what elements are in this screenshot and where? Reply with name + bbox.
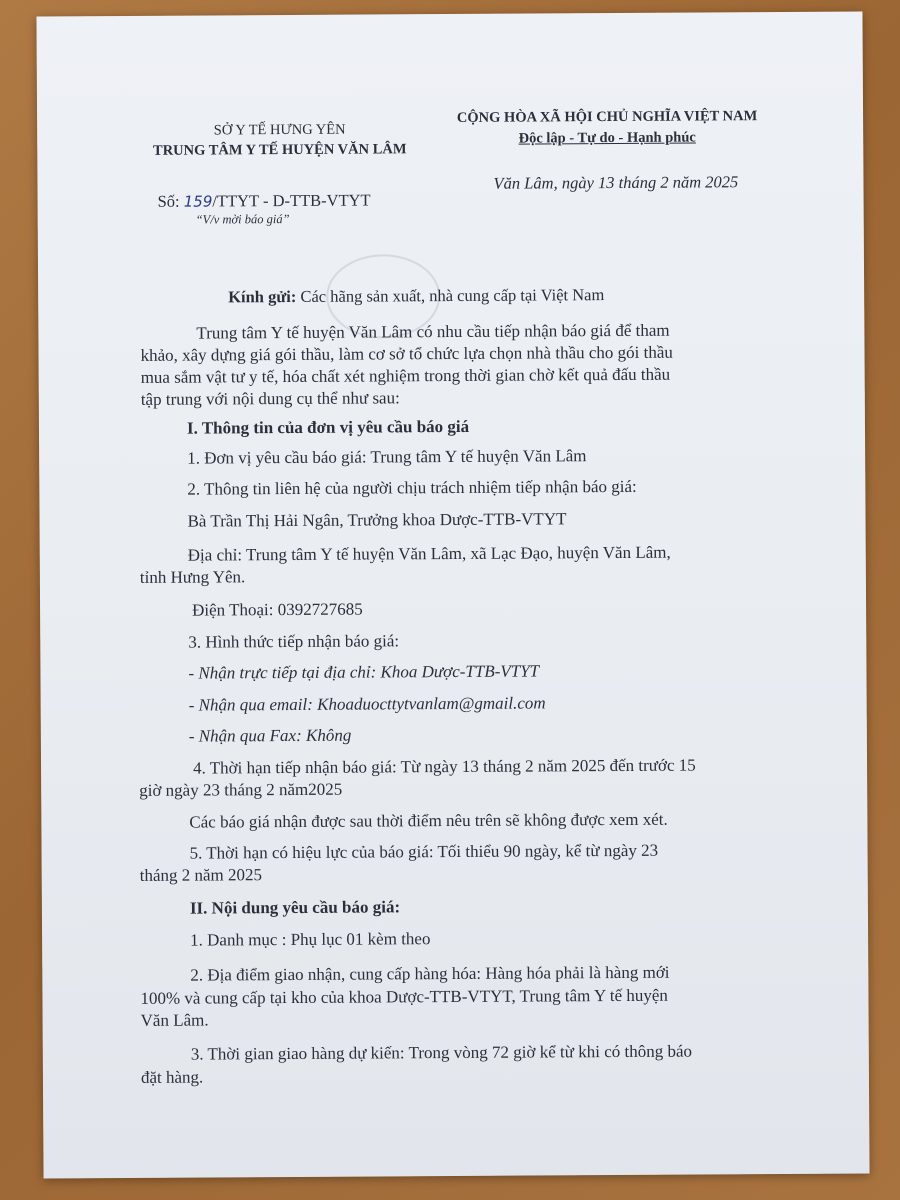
section-1-item-4-line-2: giờ ngày 23 tháng 2 năm2025 (139, 779, 343, 800)
section-1-item-5-line-1: 5. Thời hạn có hiệu lực của báo giá: Tối thiểu 90 ngày, kể từ ngày 23 (189, 840, 659, 863)
address-line-1: Địa chỉ: Trung tâm Y tế huyện Văn Lâm, xã Lạc Đạo, huyện Văn Lâm, (187, 542, 671, 565)
method-fax: - Nhận qua Fax: Không (188, 725, 352, 746)
national-motto-text: Độc lập - Tự do - Hạnh phúc (518, 129, 696, 147)
method-email: - Nhận qua email: Khoaduocttytvanlam@gmail.com (188, 693, 546, 715)
contact-person: Bà Trần Thị Hải Ngân, Trưởng khoa Dược-TTB-VTYT (187, 509, 567, 531)
recipient-label: Kính gửi: (228, 286, 297, 307)
address-line-2: tỉnh Hưng Yên. (139, 567, 246, 587)
document-number (158, 190, 371, 211)
section-2-item-2-line-2: 100% và cung cấp tại kho của khoa Dược-TTB-VTYT, Trung tâm Y tế huyện (140, 985, 668, 1008)
section-1-item-1: 1. Đơn vị yêu cầu báo giá: Trung tâm Y tế huyện Văn Lâm (187, 446, 587, 468)
doc-number-handwritten: 159 (183, 192, 213, 211)
section-2-item-3-line-2: đặt hàng. (140, 1067, 204, 1087)
contact-phone: Điện Thoại: 0392727685 (192, 599, 363, 620)
section-1-title: I. Thông tin của đơn vị yêu cầu báo giá (186, 416, 470, 438)
section-2-title: II. Nội dung yêu cầu báo giá: (189, 897, 401, 918)
section-1-item-3: 3. Hình thức tiếp nhận báo giá: (188, 631, 400, 652)
doc-number-prefix: Số: (157, 191, 184, 211)
place-date: Văn Lâm, ngày 13 tháng 2 năm 2025 (493, 172, 739, 193)
late-quote-note: Các báo giá nhận được sau thời điểm nêu trên sẽ không được xem xét. (189, 809, 668, 832)
method-direct: - Nhận trực tiếp tại địa chỉ: Khoa Dược-TTB-VTYT (188, 661, 540, 683)
doc-number-suffix: /TTYT - D-TTB-VTYT (212, 190, 371, 211)
section-2-item-2-line-1: 2. Địa điểm giao nhận, cung cấp hàng hóa: Hàng hóa phải là hàng mới (190, 962, 670, 985)
recipient-text: Các hãng sản xuất, nhà cung cấp tại Việt Nam (296, 285, 605, 306)
document-page (36, 11, 869, 1178)
section-2-item-2-line-3: Văn Lâm. (140, 1010, 209, 1030)
national-motto (437, 129, 777, 148)
national-title: CỘNG HÒA XÃ HỘI CHỦ NGHĨA VIỆT NAM (456, 108, 758, 126)
issuer-organization: TRUNG TÂM Y TẾ HUYỆN VĂN LÂM (152, 141, 407, 159)
section-1-item-2: 2. Thông tin liên hệ của người chịu trách nhiệm tiếp nhận báo giá: (187, 476, 637, 499)
section-2-item-3-line-1: 3. Thời gian giao hàng dự kiến: Trong vòng 72 giờ kể từ khi có thông báo (190, 1041, 693, 1064)
section-1-item-4-line-1: 4. Thời hạn tiếp nhận báo giá: Từ ngày 13 tháng 2 năm 2025 đến trước 15 (192, 755, 696, 778)
intro-line-1: Trung tâm Y tế huyện Văn Lâm có nhu cầu tiếp nhận báo giá để tham (196, 320, 670, 343)
document-subject: “V/v mời báo giá” (195, 211, 290, 227)
section-2-item-1: 1. Danh mục : Phụ lục 01 kèm theo (190, 929, 431, 950)
intro-line-2: khảo, xây dựng giá gói thầu, làm cơ sở tổ chức lựa chọn nhà thầu cho gói thầu (140, 342, 673, 365)
intro-line-3: mua sắm vật tư y tế, hóa chất xét nghiệm trong thời gian chờ kết quả đấu thầu (140, 364, 671, 387)
section-1-item-5-line-2: tháng 2 năm 2025 (139, 865, 263, 885)
intro-line-4: tập trung với nội dung cụ thể như sau: (140, 388, 400, 409)
issuer-department: SỞ Y TẾ HƯNG YÊN (213, 121, 346, 139)
recipient-line (228, 285, 604, 307)
